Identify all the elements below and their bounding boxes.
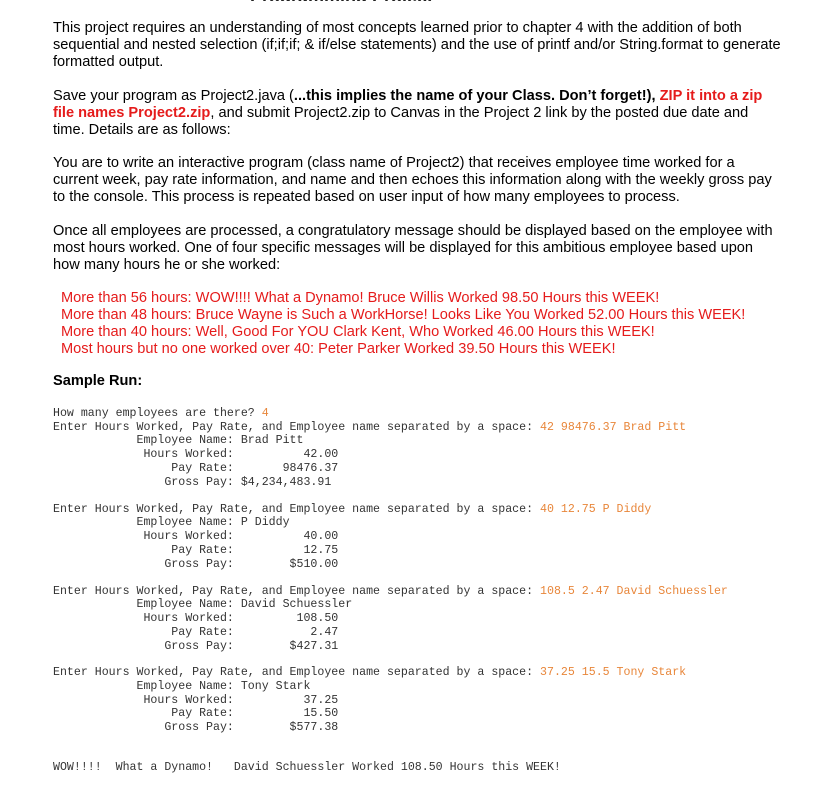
employee-input: 42 98476.37 Brad Pitt <box>540 420 687 434</box>
console-block-employee-3 <box>53 585 728 654</box>
congrats-paragraph: Once all employees are processed, a congratulatory message should be displayed based on the employee with most hours worked. One of four specific messages will be displayed for this ambitious employee based upon how many hours he or she worked: <box>53 223 773 273</box>
prompt-employee: Enter Hours Worked, Pay Rate, and Employee name separated by a space: <box>53 666 541 680</box>
employee-input: 108.5 2.47 David Schuessler <box>540 584 728 598</box>
prompt-count: How many employees are there? <box>53 407 262 420</box>
employee-name-line: Employee Name: David Schuessler <box>53 598 353 612</box>
pay-rate-line: Pay Rate: 2.47 <box>53 625 339 639</box>
console-block-count <box>53 407 269 421</box>
console-block-employee-4 <box>53 666 686 735</box>
input-count: 4 <box>261 407 269 420</box>
pay-rate-line: Pay Rate: 98476.37 <box>53 461 339 475</box>
save-instructions-paragraph <box>53 88 783 139</box>
prompt-employee: Enter Hours Worked, Pay Rate, and Employee name separated by a space: <box>53 584 541 598</box>
console-block-employee-1 <box>53 421 686 490</box>
save-zip-instruction: ZIP it into a zip file names Project2.zip <box>53 88 763 121</box>
employee-input: 40 12.75 P Diddy <box>540 502 652 516</box>
employee-name-line: Employee Name: Brad Pitt <box>53 434 304 448</box>
console-final-message: WOW!!!! What a Dynamo! David Schuessler Worked 108.50 Hours this WEEK! <box>53 761 561 774</box>
hours-worked-line: Hours Worked: 40.00 <box>53 530 339 544</box>
description-paragraph: You are to write an interactive program (class name of Project2) that receives employee time worked for a current week, pay rate information, and name and then echoes this information along with the weekly gross pay to the console. This process is repeated based on user input of how many employees to process. <box>53 155 772 205</box>
save-separator: , <box>651 88 660 104</box>
prompt-employee: Enter Hours Worked, Pay Rate, and Employee name separated by a space: <box>53 420 541 434</box>
save-text-2: , and submit Project2.zip to Canvas in the Project 2 link by the posted due date and time. Details are as follows: <box>53 105 749 138</box>
pay-rate-line: Pay Rate: 12.75 <box>53 543 339 557</box>
gross-pay-line: Gross Pay: $510.00 <box>53 557 339 571</box>
gross-pay-line: Gross Pay: $427.31 <box>53 639 339 653</box>
message-most-hours: Most hours but no one worked over 40: Peter Parker Worked 39.50 Hours this WEEK! <box>61 341 616 357</box>
employee-input: 37.25 15.5 Tony Stark <box>540 666 687 680</box>
message-over-56: More than 56 hours: WOW!!!! What a Dynamo! Bruce Willis Worked 98.50 Hours this WEEK! <box>61 290 660 306</box>
save-text-1: Save your program as Project2.java ( <box>53 88 294 104</box>
save-class-name-note: ...this implies the name of your Class. Don’t forget!) <box>293 88 652 104</box>
gross-pay-line: Gross Pay: $4,234,483.91 <box>53 475 332 489</box>
gross-pay-line: Gross Pay: $577.38 <box>53 721 339 734</box>
message-over-40: More than 40 hours: Well, Good For YOU Clark Kent, Who Worked 46.00 Hours this WEEK! <box>61 324 655 340</box>
console-block-employee-2 <box>53 503 651 572</box>
employee-name-line: Employee Name: Tony Stark <box>53 679 311 693</box>
sample-run-heading: Sample Run: <box>53 373 143 389</box>
pay-rate-line: Pay Rate: 15.50 <box>53 707 339 721</box>
intro-paragraph: This project requires an understanding of most concepts learned prior to chapter 4 with the addition of both sequential and nested selection (if;if;if; & if/else statements) and the use of printf and/or String.format to generate formatted output. <box>53 20 781 70</box>
hours-worked-line: Hours Worked: 37.25 <box>53 693 339 707</box>
hours-worked-line: Hours Worked: 108.50 <box>53 612 339 626</box>
hours-worked-line: Hours Worked: 42.00 <box>53 448 339 462</box>
prompt-employee: Enter Hours Worked, Pay Rate, and Employee name separated by a space: <box>53 502 541 516</box>
message-over-48: More than 48 hours: Bruce Wayne is Such a WorkHorse! Looks Like You Worked 52.00 Hours this WEEK! <box>61 307 746 323</box>
cut-off-heading <box>250 0 580 1</box>
employee-name-line: Employee Name: P Diddy <box>53 516 290 530</box>
